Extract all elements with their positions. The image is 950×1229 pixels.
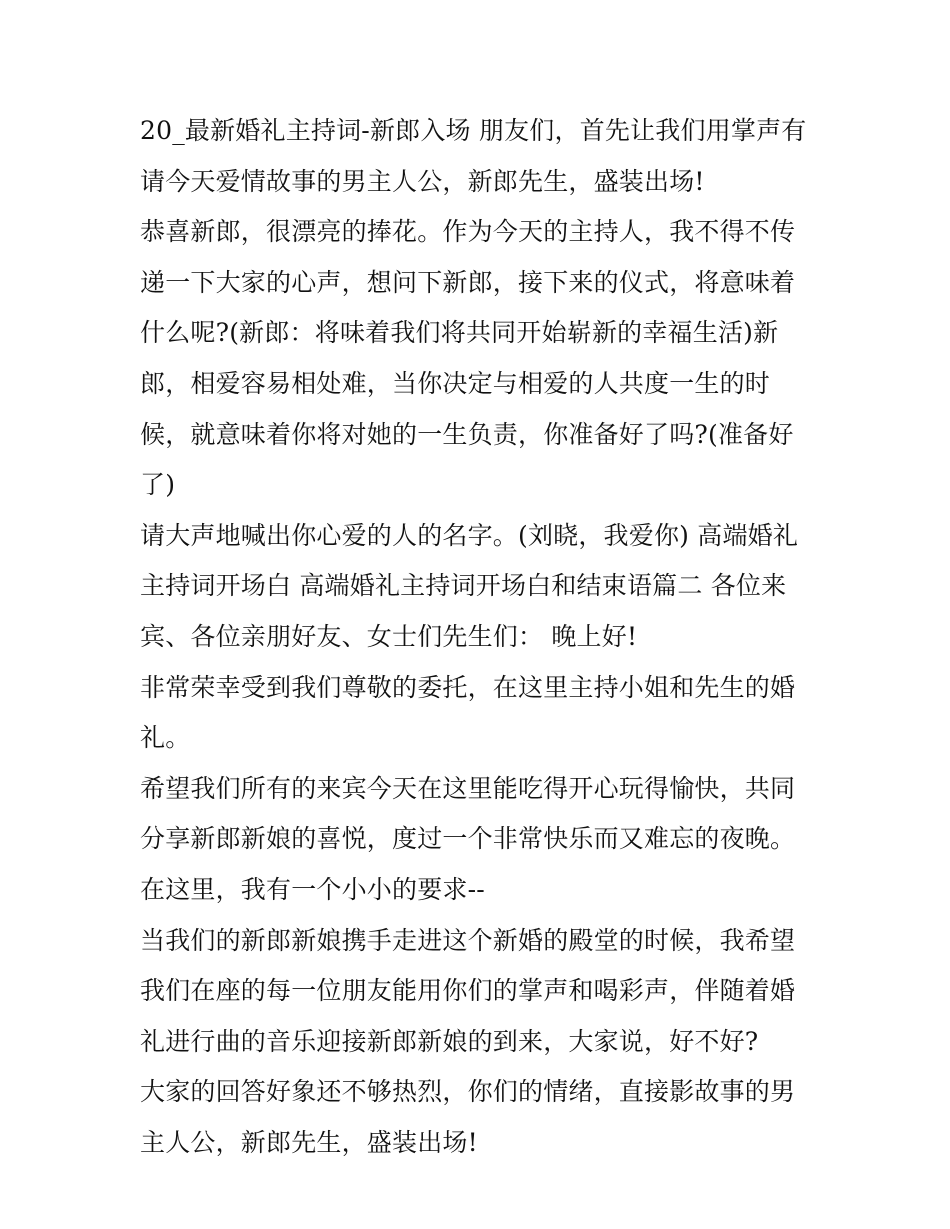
paragraph-2: 恭喜新郎，很漂亮的捧花。作为今天的主持人，我不得不传递一下大家的心声，想问下新郎，接下来的仪式，将意味着什么呢?(新郎：将味着我们将共同开始崭新的幸福生活)新郎，相爱容易相处难，当你决定与相爱的人共度一生的时候，就意味着你将对她的一生负责，你准备好了吗?(准备好了) — [140, 217, 796, 500]
paragraph-1: 20_最新婚礼主持词-新郎入场 朋友们，首先让我们用掌声有请今天爱情故事的男主人公，新郎先生，盛装出场! — [140, 116, 807, 196]
paragraph-5: 希望我们所有的来宾今天在这里能吃得开心玩得愉快，共同分享新郎新娘的喜悦，度过一个非常快乐而又难忘的夜晚。 在这里，我有一个小小的要求-- — [140, 773, 796, 904]
paragraph-3: 请大声地喊出你心爱的人的名字。(刘晓，我爱你) 高端婚礼主持词开场白 高端婚礼主持词开场白和结束语篇二 各位来宾、各位亲朋好友、女士们先生们： 晚上好! — [140, 520, 799, 651]
paragraph-6: 当我们的新郎新娘携手走进这个新婚的殿堂的时候，我希望我们在座的每一位朋友能用你们的掌声和喝彩声，伴随着婚礼进行曲的音乐迎接新郎新娘的到来，大家说，好不好? — [140, 925, 796, 1056]
paragraph-7: 大家的回答好象还不够热烈，你们的情绪，直接影故事的男主人公，新郎先生，盛装出场! — [140, 1077, 796, 1157]
paragraph-4: 非常荣幸受到我们尊敬的委托，在这里主持小姐和先生的婚礼。 — [140, 672, 796, 753]
document-body — [140, 106, 815, 1168]
